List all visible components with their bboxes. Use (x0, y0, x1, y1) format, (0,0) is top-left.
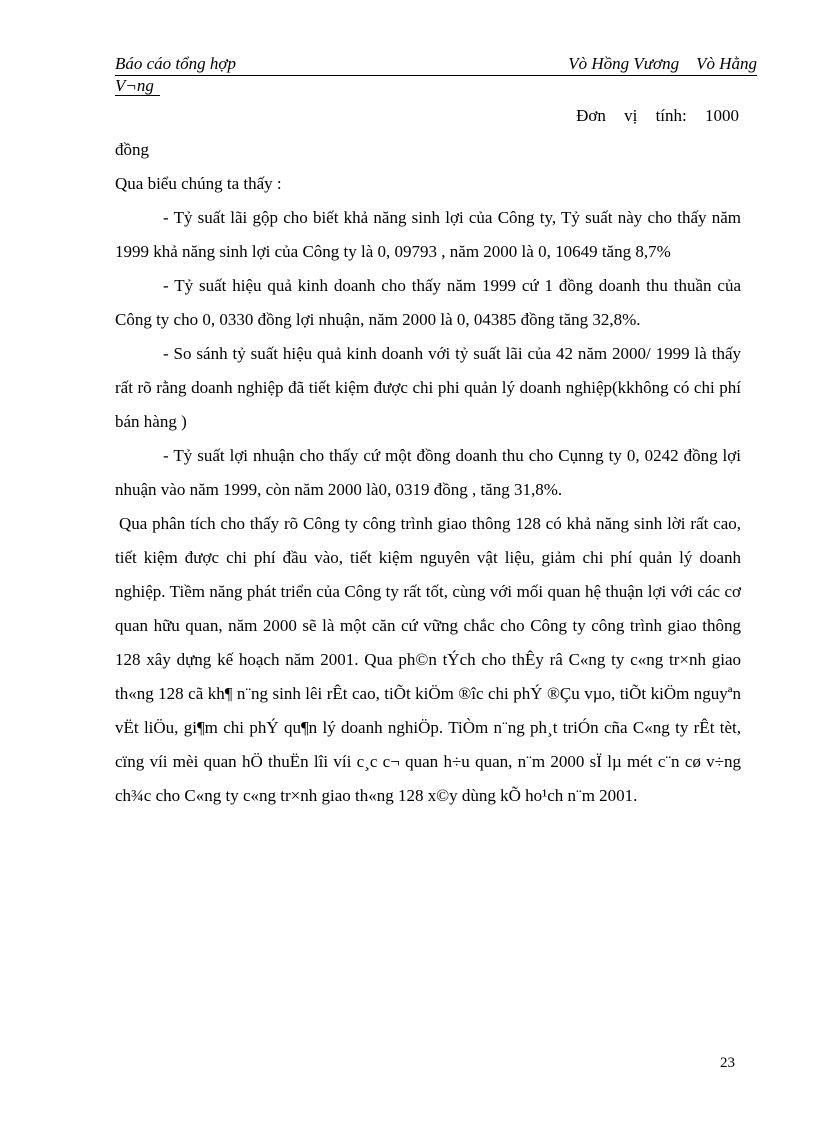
page-header (115, 54, 757, 96)
profit-ratio-paragraph: - Tỷ suất lợi nhuận cho thấy cứ một đồng doanh thu cho Cụnng ty 0, 0242 đồng lợi nhuận vào năm 1999, còn năm 2000 là0, 0319 đồng , tăng 31,8%. (115, 446, 741, 499)
unit-line: Đơn vị tính: 1000 (576, 106, 739, 125)
conclusion-paragraph: Qua phân tích cho thấy rõ Công ty công trình giao thông 128 có khả năng sinh lời rất cao, tiết kiệm được chi phí đầu vào, tiết kiệm nguyên vật liệu, giảm chi phí quản lý doanh nghiệp. Tiềm năng phát triển của Công ty rất tốt, cùng với mối quan hệ thuận lợi với các cơ quan hữu quan, năm 2000 sẽ là một căn cứ vững chắc cho Công ty công trình giao thông 128 xây dựng kế hoạch năm 2001. Qua ph©n tÝch cho thÊy râ C«ng ty c«ng tr×nh giao th«ng 128 cã kh¶ n¨ng sinh lêi rÊt cao, tiÕt kiÖm ®îc chi phÝ ®Çu vµo, tiÕt kiÖm nguyªn vËt liÖu, gi¶m chi phÝ qu¶n lý doanh nghiÖp. TiÒm n¨ng ph¸t triÓn cña C«ng ty rÊt tèt, cïng víi mèi quan hÖ thuËn lîi víi c¸c c¬ quan h÷u quan, n¨m 2000 sÏ lµ mét c¨n cø v÷ng ch¾c cho C«ng ty c«ng tr×nh giao th«ng 128 x©y dùng kÕ ho¹ch n¨m 2001. (115, 514, 741, 805)
header-rule-line (115, 54, 757, 76)
header-report-title: Báo cáo tổng hợp (115, 54, 236, 73)
intro-paragraph: Qua biểu chúng ta thấy : (115, 174, 282, 193)
page-number: 23 (720, 1055, 735, 1071)
header-author-continuation: V¬ng (115, 77, 160, 96)
business-efficiency-paragraph: - Tỷ suất hiệu quả kinh doanh cho thấy năm 1999 cứ 1 đồng doanh thu thuần của Công ty cho 0, 0330 đồng lợi nhuận, năm 2000 là 0, 04385 đồng tăng 32,8%. (115, 276, 741, 329)
document-body (115, 99, 741, 813)
gross-margin-paragraph: - Tỷ suất lãi gộp cho biết khả năng sinh lợi của Công ty, Tỷ suất này cho thấy năm 1999 khả năng sinh lợi của Công ty là 0, 09793 , năm 2000 là 0, 10649 tăng 8,7% (115, 208, 741, 261)
header-author-names: Vò Hồng Vương Vò Hằng (568, 54, 757, 73)
comparison-paragraph: - So sánh tỷ suất hiệu quả kinh doanh với tỷ suất lãi của 42 năm 2000/ 1999 là thấy rất rõ rằng doanh nghiệp đã tiết kiệm được chi phi quản lý doanh nghiệp(kkhông có chi phí bán hàng ) (115, 344, 741, 431)
unit-continuation: đồng (115, 140, 149, 159)
